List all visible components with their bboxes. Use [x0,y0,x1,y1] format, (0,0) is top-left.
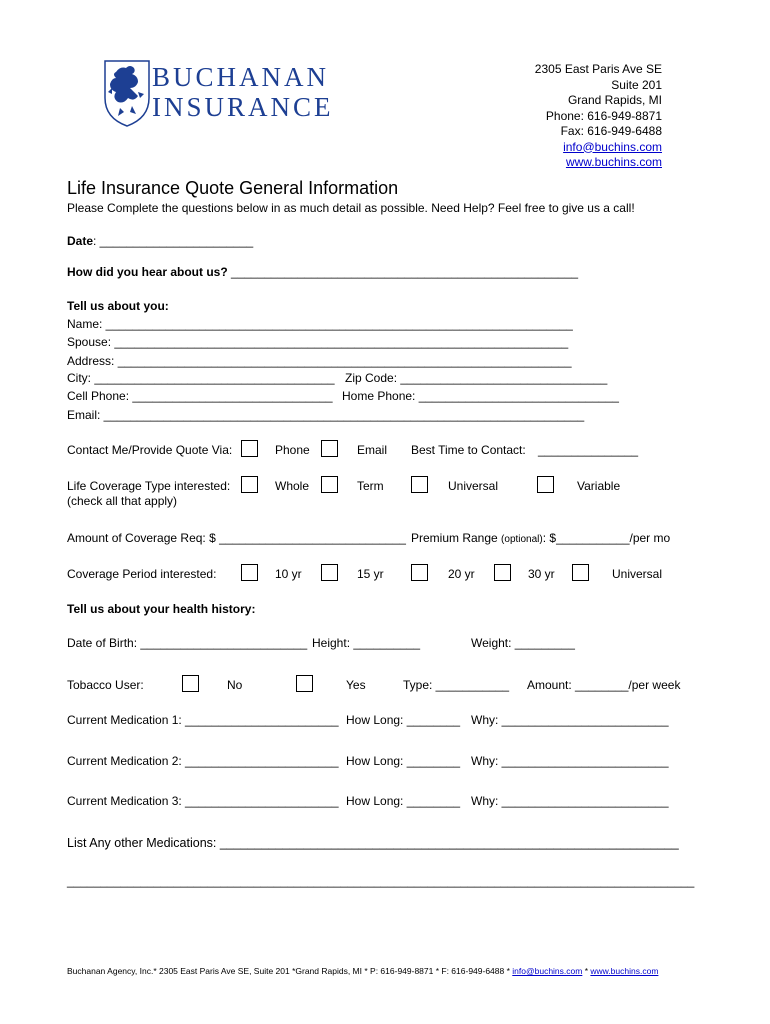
medication-3-field[interactable]: Current Medication 3: _______________________ [67,794,339,808]
variable-option-label: Variable [577,479,621,493]
email-option-label: Email [357,443,388,457]
company-address-block [535,62,662,171]
tobacco-no-label: No [227,678,243,692]
universal-period-checkbox[interactable] [572,564,589,581]
home-phone-field[interactable]: Home Phone: ______________________________ [342,389,619,403]
health-history-heading: Tell us about your health history: [67,602,256,616]
phone-checkbox[interactable] [241,440,258,457]
whole-checkbox[interactable] [241,476,258,493]
other-medications-field[interactable]: List Any other Medications: __________________________________________________________________ [67,836,679,850]
footer-separator: * [582,966,591,976]
tobacco-yes-label: Yes [346,678,366,692]
phone-number: Phone: 616-949-8871 [545,108,662,123]
medication-1-duration[interactable]: How Long: ________ [346,713,461,727]
logo-text-line2: INSURANCE [152,92,334,122]
name-field[interactable]: Name: ______________________________________________________________________ [67,317,573,331]
coverage-period-label: Coverage Period interested: [67,567,217,581]
footer-text: Buchanan Agency, Inc.* 2305 East Paris Ave SE, Suite 201 *Grand Rapids, MI * P: 616-949-8871 * F: 616-949-6488 * [67,966,513,976]
coverage-type-hint: (check all that apply) [67,494,178,508]
premium-optional-note: (optional) [501,534,543,545]
about-you-heading: Tell us about you: [67,299,169,313]
other-medications-line-2[interactable]: ______________________________________________________________________________________________ [67,874,695,888]
fax-number: Fax: 616-949-6488 [560,124,662,138]
spouse-field[interactable]: Spouse: ____________________________________________________________________ [67,335,569,349]
medication-1-reason[interactable]: Why: _________________________ [471,713,669,727]
city-field[interactable]: City: ____________________________________ [67,371,335,385]
weight-field[interactable]: Weight: _________ [471,636,575,650]
dob-field[interactable]: Date of Birth: _________________________ [67,636,308,650]
email-checkbox[interactable] [321,440,338,457]
date-field[interactable] [67,234,253,248]
variable-checkbox[interactable] [537,476,554,493]
form-title: Life Insurance Quote General Information [67,178,399,198]
universal-type-label: Universal [448,479,499,493]
coverage-type-label: Life Coverage Type interested: [67,479,231,493]
medication-2-reason[interactable]: Why: _________________________ [471,754,669,768]
buchanan-lion-crest-logo [102,58,152,128]
coverage-amount-field[interactable]: Amount of Coverage Req: $ ____________________________ [67,531,406,545]
30yr-option-label: 30 yr [528,567,555,581]
tobacco-no-checkbox[interactable] [182,675,199,692]
address-line-2: Suite 201 [611,77,662,92]
footer-email-link[interactable]: info@buchins.com [512,966,583,976]
10yr-checkbox[interactable] [241,564,258,581]
20yr-checkbox[interactable] [411,564,428,581]
term-checkbox[interactable] [321,476,338,493]
tobacco-amount-field[interactable]: Amount: ________/per week [527,678,681,692]
address-line-1: 2305 East Paris Ave SE [534,62,662,76]
tobacco-yes-checkbox[interactable] [296,675,313,692]
zip-field[interactable]: Zip Code: _______________________________ [345,371,608,385]
medication-1-field[interactable]: Current Medication 1: _______________________ [67,713,339,727]
medication-3-reason[interactable]: Why: _________________________ [471,794,669,808]
email-link[interactable]: info@buchins.com [563,139,662,154]
address-field[interactable]: Address: ____________________________________________________________________ [67,354,572,368]
best-time-label: Best Time to Contact: [411,443,526,457]
premium-range-label: Premium Range [411,531,502,545]
tobacco-type-field[interactable]: Type: ___________ [403,678,510,692]
date-label: Date [67,234,94,248]
referral-line: ____________________________________________________ [231,265,579,279]
universal-type-checkbox[interactable] [411,476,428,493]
medication-2-duration[interactable]: How Long: ________ [346,754,461,768]
footer-website-link[interactable]: www.buchins.com [590,966,659,976]
logo-text-line1: BUCHANAN [152,62,330,92]
whole-option-label: Whole [275,479,310,493]
medication-2-field[interactable]: Current Medication 2: _______________________ [67,754,339,768]
premium-range-line: : $___________/per mo [542,531,671,545]
date-line: : _______________________ [93,234,254,248]
height-field[interactable]: Height: __________ [312,636,421,650]
15yr-checkbox[interactable] [321,564,338,581]
premium-range-field[interactable] [411,531,670,545]
term-option-label: Term [357,479,384,493]
phone-option-label: Phone [275,443,310,457]
universal-period-label: Universal [612,567,663,581]
email-field[interactable]: Email: ________________________________________________________________________ [67,408,585,422]
contact-method-label: Contact Me/Provide Quote Via: [67,443,233,457]
15yr-option-label: 15 yr [357,567,384,581]
cell-phone-field[interactable]: Cell Phone: ______________________________ [67,389,333,403]
10yr-option-label: 10 yr [275,567,302,581]
referral-field[interactable] [67,265,578,279]
best-time-field[interactable]: _______________ [538,443,639,457]
footer [67,966,658,976]
address-line-3: Grand Rapids, MI [567,93,662,107]
form-instructions: Please Complete the questions below in as much detail as possible. Need Help? Feel free to give us a call! [67,201,635,215]
website-link[interactable]: www.buchins.com [565,155,662,169]
medication-3-duration[interactable]: How Long: ________ [346,794,461,808]
tobacco-user-label: Tobacco User: [67,678,144,692]
30yr-checkbox[interactable] [494,564,511,581]
20yr-option-label: 20 yr [448,567,475,581]
referral-label: How did you hear about us? [67,265,232,279]
